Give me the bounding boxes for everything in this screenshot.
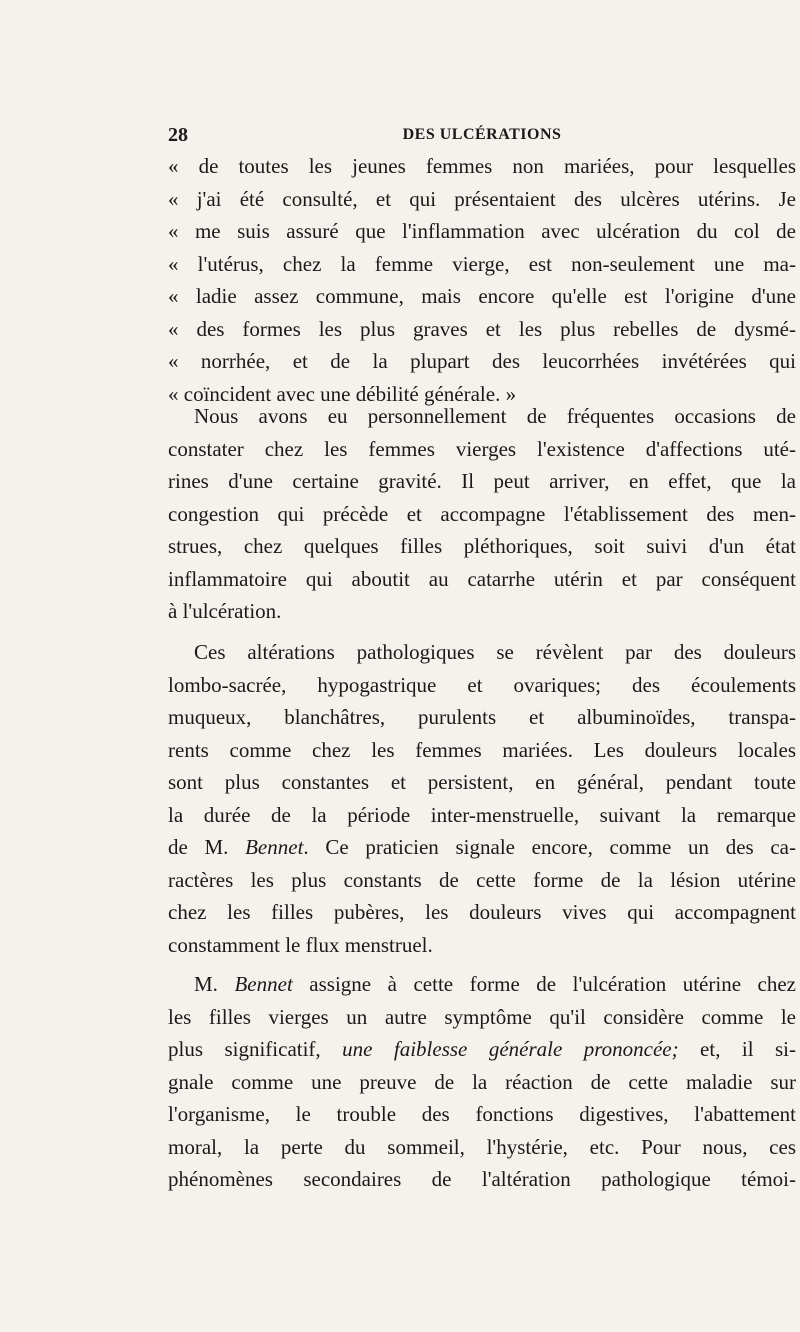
quote-line: « norrhée, et de la plupart des leucorrhées invétérées qui (168, 349, 796, 373)
quote-line: « coïncident avec une débilité générale. » (168, 381, 517, 406)
page-number: 28 (168, 124, 188, 146)
quote-line: « j'ai été consulté, et qui présentaient des ulcères utérins. Je (168, 186, 796, 211)
paragraph-line: lombo-sacrée, hypogastrique et ovariques; des écoulements (168, 672, 796, 697)
line-suffix: et, il si- (678, 1037, 796, 1061)
paragraph-line: inflammatoire qui aboutit au catarrhe utérin et par conséquent (168, 566, 796, 591)
paragraph-line: moral, la perte du sommeil, l'hystérie, etc. Pour nous, ces (168, 1134, 796, 1159)
quote-line: « des formes les plus graves et les plus rebelles de dysmé- (168, 316, 796, 341)
quote-line: « de toutes les jeunes femmes non mariées, pour lesquelles (168, 154, 796, 178)
author-name: Bennet (245, 835, 304, 859)
author-name: Bennet (234, 972, 293, 996)
paragraph-2 (168, 636, 796, 961)
paragraph-line: phénomènes secondaires de l'altération pathologique témoi- (168, 1167, 796, 1191)
paragraph-line: ractères les plus constants de cette forme de la lésion utérine (168, 867, 796, 892)
paragraph-line: rents comme chez les femmes mariées. Les douleurs locales (168, 737, 796, 762)
paragraph-line: muqueux, blanchâtres, purulents et albuminoïdes, transpa- (168, 705, 796, 729)
paragraph-line: à l'ulcération. (168, 599, 282, 623)
running-title-text: DES ULCÉRATIONS (402, 126, 562, 143)
quotation-block (168, 150, 796, 410)
paragraph-line: Nous avons eu personnellement de fréquentes occasions de (194, 404, 796, 428)
line-suffix: . Ce praticien signale encore, comme un des ca- (303, 835, 796, 859)
quote-line: « ladie assez commune, mais encore qu'elle est l'origine d'une (168, 284, 796, 308)
paragraph-1 (168, 400, 796, 628)
paragraph-line: rines d'une certaine gravité. Il peut arriver, en effet, que la (168, 469, 796, 493)
quote-line: « me suis assuré que l'inflammation avec ulcération du col de (168, 219, 796, 243)
paragraph-line-with-name (168, 831, 796, 864)
paragraph-line-with-name (168, 968, 796, 1001)
paragraph-line: strues, chez quelques filles pléthoriques, soit suivi d'un état (168, 534, 796, 558)
line-prefix: de M. (168, 835, 229, 859)
paragraph-line: les filles vierges un autre symptôme qu'il considère comme le (168, 1004, 796, 1029)
paragraph-line: congestion qui précède et accompagne l'établissement des men- (168, 501, 796, 526)
paragraph-line: sont plus constantes et persistent, en général, pendant toute (168, 770, 796, 794)
line-suffix: assigne à cette forme de l'ulcération utérine chez (292, 972, 796, 996)
paragraph-line: constamment le flux menstruel. (168, 932, 433, 957)
line-prefix: M. (194, 972, 218, 996)
paragraph-line: Ces altérations pathologiques se révèlent par des douleurs (194, 640, 796, 664)
paragraph-line: chez les filles pubères, les douleurs vives qui accompagnent (168, 900, 796, 924)
paragraph-line: constater chez les femmes vierges l'existence d'affections uté- (168, 436, 796, 461)
paragraph-line: l'organisme, le trouble des fonctions digestives, l'abattement (168, 1102, 796, 1126)
paragraph-3 (168, 968, 796, 1196)
paragraph-line: gnale comme une preuve de la réaction de cette maladie sur (168, 1069, 796, 1094)
running-title (168, 126, 796, 144)
page-header (168, 124, 796, 146)
paragraph-line-with-emphasis (168, 1033, 796, 1066)
line-prefix: plus significatif, (168, 1037, 343, 1061)
paragraph-line: la durée de la période inter-menstruelle, suivant la remarque (168, 802, 796, 827)
emphasized-phrase: une faiblesse générale prononcée; (342, 1037, 679, 1061)
quote-line: « l'utérus, chez la femme vierge, est non-seulement une ma- (168, 251, 796, 276)
